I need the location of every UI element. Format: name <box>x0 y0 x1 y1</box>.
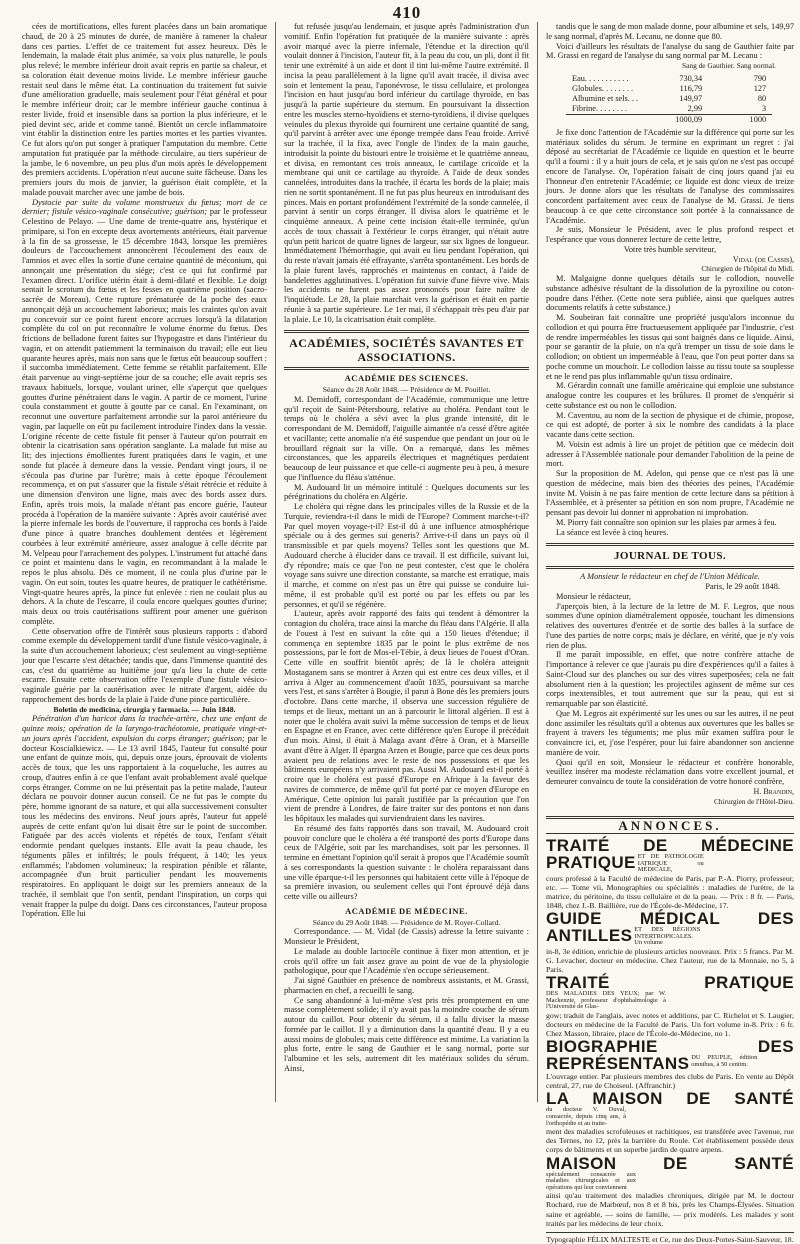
journal-heading: JOURNAL DE TOUS. <box>546 543 794 569</box>
signature-name: Vidal (de Cassis), <box>732 254 794 264</box>
paragraph: Le choléra qui règne dans les principales villes de la Russie et de la Turquie, reviendra-t-il dans le midi de l'Europe? Comment marche-t-il? Par quel moyen voyage-t-il? Est-il dû à une influence atmosphérique spéciale ou à des germes sui generis? Arrive-t-il dans un pays où il transmissible et par quels moyens? Telles sont les questions que M. Audouard cherche à élucider dans ce travail. Il est difficile, suivant lui, d'y répondre; mais ce que l'on ne peut contester, c'est que le choléra voyage sans suivre une direction constante, sa marche est erratique, mais il marche, et comme on n'est pas un être qui puisse se conduire lui-même, il est probable qu'il est porté ou par les effets ou par les personnes, et qu'il se régénère. <box>284 502 529 609</box>
letter-addressee: A Monsieur le rédacteur en chef de l'Union Médicale. <box>580 572 760 582</box>
paragraph: M. Soubeiran fait connaître une propriété jusqu'alors inconnue du collodion et qui pourra être fructueusement appliquée par l'industrie, c'est de rendre imperméables les tissus qui sont baignés dans ce liquide. Ainsi, pour se garantir de la pluie, on n'a qu'à tremper un tissu de soie dans le collodion; on obtient un imperméable à l'eau, que l'on peut porter dans sa poche comme un mouchoir. Le collodion laisse au tissu toute sa souplesse et ne le rend pas plus inflammable qu'un tissu ordinaire. <box>546 313 794 381</box>
paragraph: Correspondance. — M. Vidal (de Cassis) adresse la lettre suivante : Monsieur le Président, <box>284 927 529 946</box>
academy-heading: ACADÉMIE DE MÉDECINE. <box>345 905 468 916</box>
paragraph: Voici d'ailleurs les résultats de l'analyse du sang de Gauthier faite par M. Grassi en regard de l'analyse du sang normal par M. Lecanu : <box>546 41 794 61</box>
ad-text: ment des maladies scrofuleuses et rachitiques, est transférée avec l'avenue, rue des Ternes, no 12, près la barrière du Roule. Cet établissement possède deux corps de bâtiments et un superbe jardin de quatre arpens. <box>546 1127 794 1155</box>
paragraph: M. Audouard lit un mémoire intitulé : Quelques documents sur les pérégrinations du choléra en Algérie. <box>284 482 529 502</box>
newspaper-page <box>22 0 794 1244</box>
ad-subtitle: spécialement consacrée aux maladies chirurgicales et aux opérations qui leur conviennent <box>546 1170 636 1191</box>
ad-subtitle: DES MALADIES DES YEUX; par W. Mackenzie, professeur d'ophthalmologie à l'Université de Glas- <box>546 990 666 1011</box>
case-paragraph <box>22 714 267 919</box>
advertisement <box>546 910 794 974</box>
paragraph: Il me paraît impossible, en effet, que notre confrère attache de l'importance à relever ce que j'aurais pu dire d'expériences qu'il a faites à Saint-Cloud sur des planches ou sur des vitres superposées; cela ne fait absolument rien à la question; les projectiles agissent de même sur ces corps inextensibles, et tout autrement que sur la peau, qui est si remarquable par son élasticité. <box>546 650 794 708</box>
signature-name: H. Brandin, <box>753 786 794 796</box>
column-1 <box>22 22 267 1110</box>
cell-gauthier: 149,97 <box>679 93 703 103</box>
table-row <box>566 84 772 94</box>
academy-heading: ACADÉMIE DES SCIENCES. <box>344 373 469 384</box>
cell-gauthier: 116,79 <box>679 83 703 93</box>
ad-text: gow; traduit de l'anglais, avec notes et additions, par C. Richelot et S. Laugier, docteurs en médecine de la Faculté de Paris. Un fort volume in-8. Prix : 6 fr. Chez Masson, libraire, place de l'École-de-Médecine, no 1. <box>546 1011 794 1039</box>
row-label: Eau. . . . . . . . . . . <box>572 73 629 83</box>
total-gauthier: 1000,09 <box>644 114 708 125</box>
page-number: 410 <box>392 3 422 22</box>
ad-subtitle: DU PEUPLE, édition omnibus, à 50 centim. <box>691 1054 758 1068</box>
paragraph: L'auteur, après avoir rapporté des faits qui tendent à démontrer la contagion du choléra, trace ainsi la marche du fléau dans l'Algérie. Il alla de l'ouest à l'est en suivant la côte qui a 150 lieues d'étendue; il commença en septembre 1835 par le point le plus extrême de nos possessions, par le fort de Mos-el-Tébie, à deux lieues de l'ouest d'Oran. Cette ville en souffrit bientôt après; de là le choléra atteignit Mostaganem sans se montrer à Arzen qui est entre ces deux villes, et il arriva à Alger au commencement d'août 1835, poursuivant sa marche vers l'est, et sans s'arrêter à Bougie, il parut à Bone dès les premiers jours d'octobre. Dans cette marche, il observa une succession régulière de temps et de lieux, mettant un an à parcourir le littoral algérien. Il est à noter que le choléra avait suivi la même succession de temps et de lieux en Espagne et en France, avec cette différence qu'en Europe il précédait d'un mois. Ainsi, il était à Malaga avant d'être à Oran, et à Marseille avant d'être à Alger. Il épargna Arzen et Bougie, parce que ces deux ports avaient peu de relations avec le reste de nos possessions et que les bâtiments européens n'y arrivaient pas. Aussi M. Audouard est-il porté à croire que le choléra est passé d'Europe en Afrique à la faveur des navires de commerce, de même qu'il fut porté par ce moyen d'Europe en Amérique. Cette opinion lui paraît justifiée par la précaution que l'on vient de prendre à Londres, de faire traiter sur des pontons et non dans les hôpitaux les malades qui surviendraient dans les navires. <box>284 609 529 823</box>
paragraph: J'aperçois bien, à la lecture de la lettre de M. F. Legros, que nous sommes d'une opinion diamétralement opposée, touchant les dimensions relatives des ouvertures d'entrée et de sortie des balles à la surface de l'une des parties de notre corps; mais je déclare, en vérité, que je n'y vois rien de plus. <box>546 601 794 650</box>
paragraph: En résumé des faits rapportés dans son travail, M. Audouard croit pouvoir conclure que le choléra a été transporté des ports d'Europe dans ceux de l'Algérie, soit par les marchandises, soit par les personnes. Il termine en émettant l'opinion qu'il serait à propos que l'Académie soumît à ses correspondants la question suivante : le choléra reparaissant dans une ville éparque-t-il les personnes qui habitaient cette ville à l'époque de sa première invasion, ou seulement celles qui l'ont éprouvé déjà dans cette ville ou ailleurs? <box>284 823 530 901</box>
ad-text: in-8, 3e édition, enrichie de plusieurs articles nouveaux. Prix : 5 francs. Par M. G. Levacher, docteur en médecine. Chez l'auteur, rue de la Monnaie, no 5, à Paris. <box>546 946 794 975</box>
paragraph: M. Caventou, au nom de la section de physique et de chimie, propose, ce qui est adopté, de porter à six le nombre des candidats à la place vacante dans cette section. <box>546 410 794 439</box>
ad-subtitle: du docteur V. Duval, consacrée, depuis cinq ans, à l'orthopédie et au traite- <box>546 1106 626 1127</box>
cell-gauthier: 2,99 <box>687 103 703 113</box>
row-label: Albumine et sels. . . <box>572 93 639 103</box>
paragraph: M. Gérardin connaît une famille américaine qui emploie une substance analogue contre les coupures et les brûlures. Il promet de s'enquérir si cette substance est ou non le collodion. <box>546 381 794 410</box>
paragraph: Je fixe donc l'attention de l'Académie sur la différence qui porte sur les matériaux solides du sérum. Je termine en exprimant un regret : j'ai déposé au secrétariat de l'Académie ce liquide en question et le beurre qu'il a fourni : il y a huit jours de cela, et je sais qu'on ne s'est pas occupé encore de l'analyse. Or, l'opération faisait de cinq jours quand j'ai eu l'honneur d'en entretenir l'Académie; ce liquide est donc vieux de treize jours. Je donne alors que les résultats de l'analyse des commissaires concordent parfaitement avec ceux de l'analyse de M. Grassi. Je tiens beaucoup à ce que cette circonstance soit portée à la connaissance de l'Académie. <box>546 127 794 225</box>
paragraph: La séance est levée à cinq heures. <box>556 527 669 537</box>
paragraph: fut refusée jusqu'au lendemain, et jusque après l'administration d'un vomitif. Enfin l'opération fut pratiquée de la manière suivante : après avoir marqué avec la pierre infernale, l'étendue et la direction qu'il voulait donner à l'incision, l'auteur fit, à la peau du cou, un pli, dont il fit tenir une extrémité à un aide et dont il tint lui-même l'autre extrémité. Il incisa la peau parallèlement à la ligne qu'il avait tracée, il divisa avec soin et lentement la peau, l'aponévrose, le tissu cellulaire, et prolongea l'incision en haut jusqu'au bord inférieur du cartilage thyroïde, en bas jusqu'à la partie supérieure du sternum. En poursuivant la dissection entre les muscles sterno-hyoïdiens et sterno-tyroïdiens, il divise quelques veinules du plexus thyroïde qui fournirent une certaine quantité de sang, qu'il parvint à arrêter avec une éponge trempée dans l'eau froide. Arrivé sur la trachée, il la fixa, avec l'ongle de l'index de la main gauche, introduisit la pointe du bistouri entre le troisième et le quatrième anneau, et divisa, en remontant ces trois anneaux, le cartilage cricoïde et la membrane qui unit ce cartilage au thyroïde. A l'aide de deux sondes cannelées, introduites dans la trachée, il écarta les bords de la plaie; mais rien ne sortit spontanément. Il ne fut pas plus heureux en introduisant des pinces. Mais en portant profondément l'extrémité de la sonde cannelée, il parvint à sentir un corps étranger. Il divisa alors le quatrième et le cinquième anneaux. A peine cette incision était-elle terminée, qu'un accès de toux chassait à l'extérieur le corps étranger, qui n'était autre qu'un petit haricot de quatre lignes de largeur, sur six lignes de longueur. Immédiatement l'hémorrhagie, qui avait eu lieu pendant l'opération, qui du reste n'avait jamais été effrayante, s'arrêta spontanément. Les bords de la plaie furent lavés, rapprochés et maintenus en contact, à l'aide de bandelettes agglutinatives. L'opération fut suivie d'une fièvre vive. Mais les accidents ne furent pas assez prononcés pour faire naître de l'inquiétude. Le 28, la plaie marchait vers la guérison et était en partie réunie à sa partie supérieure. Le 1er mai, il s'échappait très peu d'air par la plaie. Le 10, la cicatrisation était complète. <box>284 22 529 324</box>
case-body: par le professeur Celestino de Pelayo. — Une dame de trente-quatre ans, hystérique et primipare, si l'on en excepte deux avortements antérieurs, était parvenue à la fin de sa grossesse, le 15 décembre 1843, lorsque les premières douleurs de l'accouchement annoncèrent l'écoulement des eaux de l'amnios et avec elles la sortie d'une certaine quantité de méconium, qui annonçait une présentation du siége; c'est ce qui fut confirmé par l'examen direct. L'orifice utérin était à demi-dilaté et flexible. Le doigt sentait le scrotum du fœtus et les fesses en quatrième position (sacro-sacrée de Moreau). Cette rupture prématurée de la poche des eaux annonçait déjà un accouchement laborieux; mais les craintes qu'on avait pu concevoir sur ce point furent encore accrues lorsqu'à la dilatation complète du col on put reconnaître le volume énorme du fœtus. Des frictions de belladone furent faites sur l'hypogastre et dans l'intérieur du vagin, et on attendit patiemment la terminaison du travail; elle eut lieu quarante heures après, mais non sans que le fœtus eût beaucoup souffert : il succomba immédiatement. Cette femme se rétablit parfaitement. Elle était parvenue au vingt-septième jour de sa couche; elle avait repris ses travaux habituels, lorsque, voulant uriner, elle s'aperçut que quelques gouttes d'urine pénétraient dans le vagin. A partir de ce moment, l'urine coula constamment et goutte à goutte par ce canal. En l'examinant, on reconnut une ouverture parfaitement arrondie sur la paroi antérieure du vagin, par laquelle on eût pu facilement introduire l'index dans la vessie. L'origine récente de cette fistule fit penser à l'auteur qu'on pourrait en obtenir la cicatrisation sans opération sanglante. La malade fut mise au lit; des injections émollientes furent pratiquées dans le vagin, et une sonde fut placée à demeure dans la vessie. Pendant vingt jours, il ne s'écoula pas d'urine par l'urètre; mais à cette époque l'écoulement recommença, et on put s'assurer que la fistule s'était rétrécie et réduite à une dimension d'environ une ligne, mais avec des bords assez durs. Enfin, après trois mois, la malade n'étant pas encore guérie, l'auteur procéda à l'opération de la manière suivante : Après avoir cautérisé avec la pierre infernale les bords de l'ouverture, il rapprocha ces bords à l'aide d'une pince à quatre branches doublement dentées et légèrement courbées à leur extrémité antérieure, assez analogue à celle décrite par M. Velpeau pour l'arrachement des polypes. L'instrument fut attaché dans ce point et maintenu dans le vagin, en recommandant à la malade le repos le plus absolu. Dès ce moment, il ne coula plus d'urine par le vagin. On eut soin, toutes les quatre heures, de pratiquer le cathétérisme. Vingt-quatre heures après, la pince fut enlevée : rien ne coulait plus au dehors. A la chute de l'escarre, il coula encore quelques gouttes d'urine; mais deux ou trois cautérisations suffirent pour amener une guérison complète. <box>22 207 267 626</box>
signature-title: Chirurgien de l'Hôtel-Dieu. <box>713 796 794 806</box>
ad-title: MAISON DE SANTÉ <box>546 1153 794 1173</box>
closing: Votre très humble serviteur, <box>623 244 717 254</box>
section-heading: ACADÉMIES, SOCIÉTÉS SAVANTES ET ASSOCIATIONS. <box>284 330 529 370</box>
column-2 <box>284 22 529 1110</box>
paragraph: cées de mortifications, elles furent placées dans un bain aromatique chaud, de 20 à 25 minutes de durée, de manière à ramener la chaleur dans ces parties. L'effet de ce traitement fut assez heureux. Dès le lendemain, la malade était plus animée, sa voix plus naturelle, le pouls plus relevé; le membre inférieur droit avait repris en partie sa chaleur, et sa coloration était devenue moins livide. Le membre inférieur gauche restait seul dans le même état. La continuation du traitement fut suivie d'une amélioration graduelle, mais seulement pour l'état général et pour le membre inférieur droit; car le membre inférieur gauche continua à rester livide, froid et insensible dans sa portion la plus inférieure, et le pied devint sec, aride et comme tanné. Bientôt un cercle inflammatoire vint établir la distinction entre les parties mortes et les parties vivantes. Ce fut alors qu'on put songer à pratiquer l'amputation du membre. Cette amputation fut pratiquée par la méthode circulaire, au tiers supérieur de la jambe, le 6 novembre, un peu plus d'un mois après le développement des premiers accidents. L'opération n'eut aucune suite fâcheuse. Dans les premiers jours du mois de janvier, la guérison était complète, et la malade pouvait marcher avec une jambe de bois. <box>22 22 267 197</box>
case-title: Pénétration d'un haricot dans la trachée-artère, chez une enfant de quinze mois; opération de la laryngo-trachéotomie, pratiquée vingt-et-un jours après l'accident, expulsion du corps étranger; guérison; <box>22 714 267 743</box>
column-3 <box>546 22 794 1244</box>
ad-text: ainsi qu'au traitement des maladies chroniques, dirigée par M. le docteur Rochard, rue de Marbœuf, nos 8 et 8 bis, près les Champs-Élysées. Situation saine et agréable, — soins de famille, — prix modérés. Les malades y sont traités par les médecins de leur choix. <box>546 1191 794 1228</box>
paragraph: Sur la proposition de M. Adelon, qui pense que ce n'est pas là une question de médecine, mais bien des théories des peines, l'Académie invite M. Voisin à ne pas faire mention de cette lecture dans sa pétition à l'Assemblée, et à présenter sa pétition en son nom propre, l'Académie ne pensant pas devoir lui donner ni approbation ni improbation. <box>546 469 794 517</box>
paragraph: Quoi qu'il en soit, Monsieur le rédacteur et confrère honorable, veuillez insérer ma modeste réclamation dans votre excellent journal, et demeurer convaincu de toute la considération de votre honoré confrère, <box>546 757 794 786</box>
table-total-row <box>566 114 772 125</box>
cell-normal: 127 <box>753 83 767 93</box>
total-normal: 1000 <box>708 114 772 125</box>
ad-subtitle: ET DE PATHOLOGIE IATRIQUE ou MÉDICALE, <box>637 853 704 874</box>
announcements-heading: ANNONCES. <box>546 816 794 834</box>
ad-title: TRAITÉ DE MÉDECINE PRATIQUE <box>546 836 794 872</box>
cell-normal: 80 <box>757 93 767 103</box>
ad-text: cours professé à la Faculté de médecine de Paris, par P.-A. Piorry, professeur, etc. — Tome vii, Monographies ou spécialités : maladies de l'urètre, de la matrice, du péritoine, du tissu cellulaire et de la peau. — Prix : 8 fr. — Paris, 1848, chez J.-B. Baillière, rue de l'École-de-Médecine, 17. <box>546 873 794 911</box>
ad-title: GUIDE MÉDICAL DES ANTILLES <box>546 909 794 946</box>
paragraph: J'ai signé Gauthier en présence de nombreux assistants, et M. Grassi, pharmacien en chef, a recueilli le sang. <box>284 976 529 995</box>
cell-normal: 3 <box>761 103 767 113</box>
source-line: Boletin de medicina, cirurgia y farmacia. — Juin 1848. <box>53 704 236 714</box>
ad-title: BIOGRAPHIE DES REPRÉSENTANS <box>546 1037 794 1074</box>
paragraph: Je suis, Monsieur le Président, avec le plus profond respect et l'espérance que vous donnerez lecture de cette lettre, <box>546 225 794 244</box>
session-line: Séance du 29 Août 1848. — Présidence de M. Royer-Collard. <box>312 917 501 927</box>
ad-title: LA MAISON DE SANTÉ <box>546 1089 794 1109</box>
paragraph: Que M. Legros ait expérimenté sur les unes ou sur les autres, il ne peut donc assimiler les résultats qu'il a obtenus aux ouvertures que les balles se frayent à travers les téguments; me plus mûr examen suffira pour le convaincre ici, et, j'ose l'espérer, pour lui faire abandonner son ancienne manière de voir. <box>546 708 794 757</box>
session-line: Séance du 28 Août 1848. — Présidence de M. Pouillet. <box>322 385 491 394</box>
paragraph: Le malade au double lactocèle continue à fixer mon attention, et je crois qu'il offre un fait assez grave au point de vue de la physiologie pathologique, pour que l'Académie s'en occupe sérieusement. <box>284 946 529 976</box>
column-rule <box>537 22 538 1102</box>
row-label: Globules. . . . . . . . <box>572 83 634 93</box>
advertisement <box>546 974 794 1038</box>
letter-date: Paris, le 29 août 1848. <box>705 582 780 591</box>
cell-normal: 790 <box>753 73 767 83</box>
row-label: Fibrine. . . . . . . . <box>572 103 628 113</box>
paragraph: M. Malgaigne donne quelques détails sur le collodion, nouvelle substance adhésive résultant de la dissolution de la pyroxiline ou coton-poudre dans l'éther. (Cette note sera publiée, ainsi que quelques autres documents relatifs à cette substance.) <box>546 274 794 313</box>
case-body: par le docteur Koscialkiewicz. — Le 13 avril 1845, l'auteur fut consulté pour une enfant de quinze mois, qui, depuis onze jours, éprouvait de violents accès de toux, que les uns rapportaient à la coqueluche, les autres au croup, d'autres enfin à ce que l'enfant avait probablement avalé quelque corps étranger. Comme on ne lui présentait pas la petite malade, l'auteur déclara ne pouvoir donner aucun conseil. Ce ne fut pas le compte du père, homme ignorant de sa nature, et qui alla successivement consulter tous les médecins des environs. Neuf jours après, l'auteur fut appelé auprès de cette enfant qu'on lui disait être sur le point de succomber. Fatiguée par des accès violents et répétés de toux, l'enfant s'était endormie pendant quelques instants. Elle avait la peau chaude, les téguments pâles et infiltrés; le pouls fréquent, à 140; les yeux enflammés; l'abdomen volumineux; la respiration pénible et râlante, accompagnée d'un bruit particulier pendant les mouvements respiratoires. En appliquant le doigt sur les premiers anneaux de la trachée, il semblait que l'on sentît, pendant l'inspiration, un corps qui venait frapper la pulpe du doigt. Dans ces circonstances, l'auteur proposa l'opération. Elle lui <box>22 733 267 919</box>
signature-title: Chirurgien de l'hôpital du Midi. <box>701 264 794 274</box>
ad-text: L'ouvrage entier. Par plusieurs membres des clubs de Paris. En vente au Dépôt central, 27, rue de Choiseul. (Affranchir.) <box>546 1072 794 1091</box>
advertisement <box>546 1155 794 1228</box>
printer-imprint: Typographie FÉLIX MALTESTE et Ce, rue des Deux-Portes-Saint-Sauveur, 18. <box>546 1232 794 1244</box>
paragraph: Ce sang abandonné à lui-même s'est pris très promptement en une masse complètement solide; il n'y avait pas la moindre couche de sérum autour du caillot. Pour obtenir du sérum, il a fallu diviser la masse formée par le caillot. Il y a diminution dans la quantité d'eau. Il y a eu aussi moins de globules; mais cette différence est minime. La variation la plus forte, entre le sang de Gauthier et le sang normal, porte sur l'albumine et les sels, autrement dit les matériaux solides du sérum. Ainsi, <box>284 995 529 1073</box>
table-row <box>566 74 772 84</box>
paragraph: M. Demidoff, correspondant de l'Académie, communique une lettre qu'il reçoit de Saint-Pétersbourg, relative au choléra. Pendant tout le temps où le choléra a sévi avec la plus grande intensité, dit le correspondant de M. Demidoff, l'aiguille aimantée n'a cessé d'être agitée et vacillante; cette anomalie n'a été suspendue que pendant un jour où le brouillard régnait sur la ville. On a remarqué, dans les mêmes circonstances, que les appareils électriques et magnétiques perdaient beaucoup de leur puissance et que celle-ci augmente peu à peu, à mesure que l'influence du fléau s'atténue. <box>284 394 529 482</box>
letter-salutation: Monsieur le rédacteur, <box>556 591 631 601</box>
ad-title: TRAITÉ PRATIQUE <box>546 973 794 993</box>
case-paragraph <box>22 198 267 627</box>
advertisement <box>546 1090 794 1154</box>
blood-analysis-table <box>566 74 772 125</box>
ad-subtitle: ET DES RÉGIONS INTERTROPICALES. Un volume <box>634 926 701 947</box>
paragraph: M. Piorry fait connaître son opinion sur les plaies par armes à feu. <box>556 517 777 527</box>
paragraph: Cette observation offre de l'intérêt sous plusieurs rapports : d'abord comme exemple du développement tardif d'une fistule vésico-vaginale, à la suite d'un accouchement laborieux; c'est seulement au vingt-septième jour que l'escarre s'est détachée; tandis que, dans l'immense quantité des cas, c'est du quatrième au huitième jour qu'a lieu la chute de cette escarre. Ensuite cette observation offre l'exemple d'une fistule vésico-vaginale guérie par la cautérisation avec le nitrate d'argent, aidée du rapprochement des bords de la plaie à l'aide d'une pince particulière. <box>22 626 267 704</box>
advertisement <box>546 1038 794 1090</box>
table-row <box>566 94 772 104</box>
paragraph: M. Voisin est admis à lire un projet de pétition que ce médecin doit adresser à l'Assemblée nationale pour demander l'abolition de la peine de mort. <box>546 439 794 469</box>
advertisement <box>546 837 794 910</box>
paragraph: tandis que le sang de mon malade donne, pour albumine et sels, 149,97 le sang normal, d'après M. Lecanu, ne donne que 80. <box>546 22 794 41</box>
column-rule <box>275 22 276 1102</box>
table-header: Sang de Gauthier. Sang normal. <box>681 61 776 70</box>
cell-gauthier: 730,34 <box>679 73 703 83</box>
table-row <box>566 104 772 115</box>
case-title: Dystocie par suite du volume monstrueux du fœtus; mort de ce dernier; fistule vésico-vaginale consécutive; guérison; <box>22 197 267 217</box>
